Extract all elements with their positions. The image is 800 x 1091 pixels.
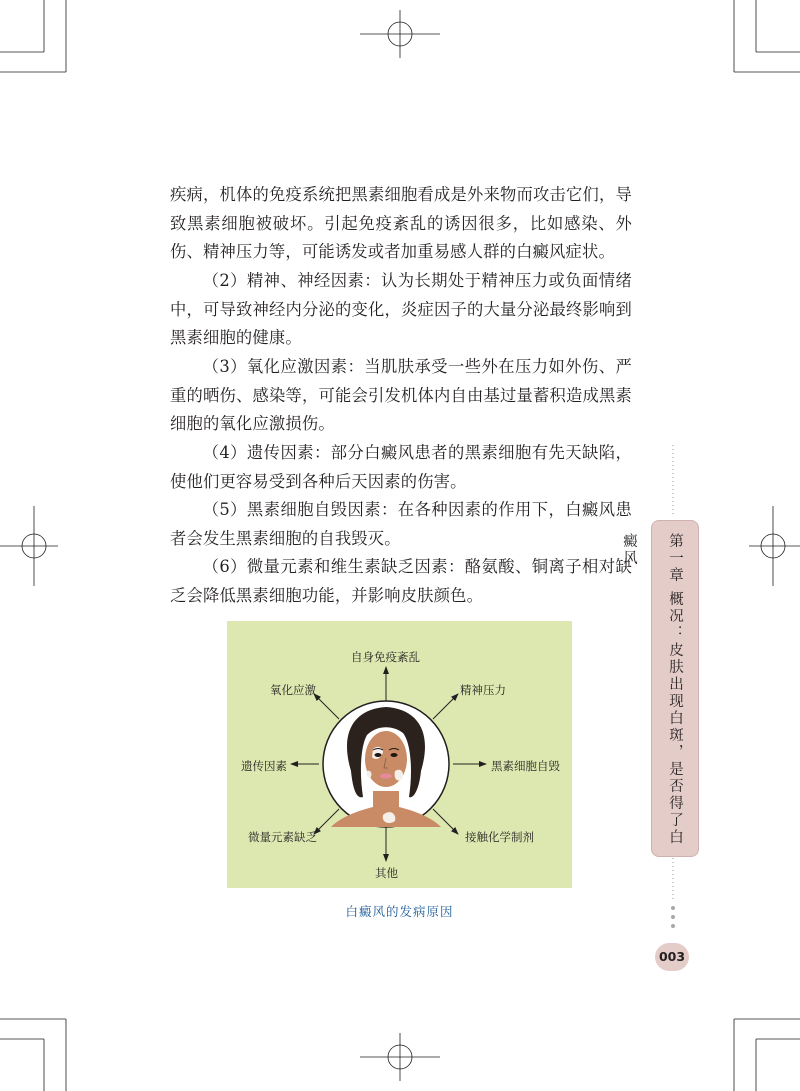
arrow-top-left [314, 694, 339, 719]
figure-caption: 白癜风的发病原因 [345, 904, 454, 919]
label-oxidative-stress: 氧化应激 [270, 683, 316, 697]
paragraph-mental: （2）精神、神经因素：认为长期处于精神压力或负面情绪中，可导致神经内分泌的变化，炎症因子的大量分泌最终影响到黑素细胞的健康。 [170, 271, 632, 347]
chapter-side-tab [621, 520, 699, 857]
paragraph-self-destruct: （5）黑素细胞自毁因素：在各种因素的作用下，白癜风患者会发生黑素细胞的自我毁灭。 [170, 500, 632, 548]
label-trace-element-deficiency: 微量元素缺乏 [248, 830, 317, 844]
page-number: 003 [655, 943, 689, 971]
label-other: 其他 [375, 866, 398, 880]
arrow-top-right [433, 694, 458, 719]
paragraph-oxidative: （3）氧化应激因素：当肌肤承受一些外在压力如外伤、严重的晒伤、感染等，可能会引发机体内自由基过量蓄积造成黑素细胞的氧化应激损伤。 [170, 357, 632, 433]
paragraph-trace-elements: （6）微量元素和维生素缺乏因素：酪氨酸、铜离子相对缺乏会降低黑素细胞功能，并影响皮肤颜色。 [170, 557, 632, 605]
label-autoimmune: 自身免疫紊乱 [351, 650, 420, 664]
paragraph-immune: 疾病，机体的免疫系统把黑素细胞看成是外来物而攻击它们，导致黑素细胞被破坏。引起免疫紊乱的诱因很多，比如感染、外伤、精神压力等，可能诱发或者加重易感人群的白癜风症状。 [170, 185, 632, 261]
label-mental-stress: 精神压力 [460, 683, 506, 697]
arrow-bottom-left [314, 809, 339, 834]
label-chemical-contact: 接触化学制剂 [465, 830, 534, 844]
chapter-title: 第一章 概况：皮肤出现白斑，是否得了白癜风 [621, 533, 683, 847]
label-melanocyte-self-destruct: 黑素细胞自毁 [491, 759, 560, 773]
paragraph-genetic: （4）遗传因素：部分白癜风患者的黑素细胞有先天缺陷，使他们更容易受到各种后天因素的伤害。 [170, 443, 632, 491]
arrow-bottom-right [433, 809, 458, 834]
causes-figure [227, 621, 572, 888]
label-genetic: 遗传因素 [241, 759, 287, 773]
